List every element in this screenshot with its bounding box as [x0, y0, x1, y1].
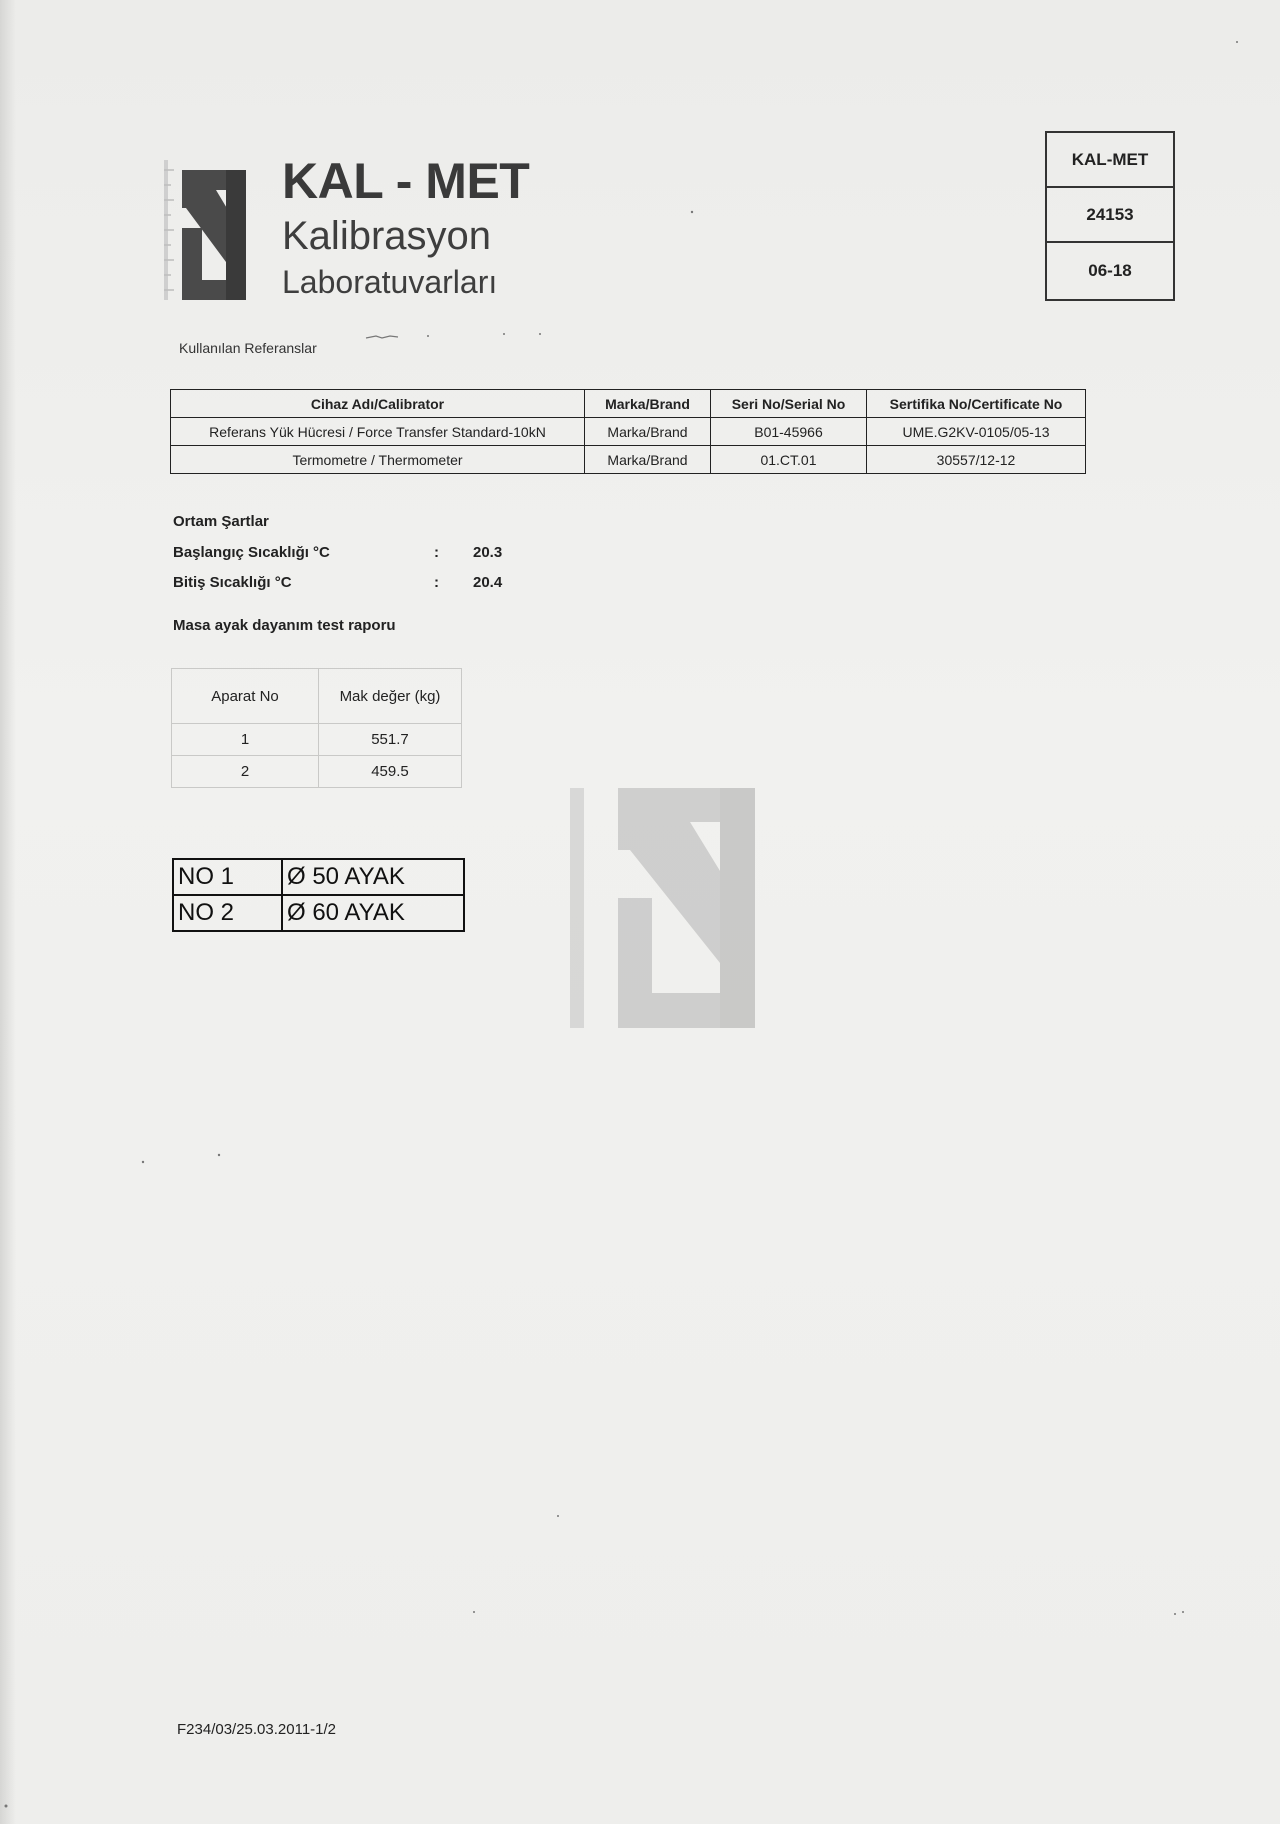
column-header: Marka/Brand — [585, 390, 711, 418]
table-cell: Ø 50 AYAK — [282, 859, 464, 895]
column-header: Mak değer (kg) — [319, 669, 462, 724]
table-cell: Marka/Brand — [585, 418, 711, 446]
column-header: Cihaz Adı/Calibrator — [171, 390, 585, 418]
table-cell: 459.5 — [319, 756, 462, 788]
logo-subtitle-2: Laboratuvarları — [282, 264, 498, 300]
end-temperature-separator: : — [434, 574, 439, 591]
column-header: Sertifika No/Certificate No — [867, 390, 1086, 418]
logo-title: KAL - MET — [282, 153, 530, 209]
stamp-name: KAL-MET — [1047, 133, 1173, 188]
start-temperature-value: 20.3 — [473, 544, 503, 561]
column-header: Seri No/Serial No — [711, 390, 867, 418]
table-cell: 30557/12-12 — [867, 446, 1086, 474]
start-temperature-separator: : — [434, 544, 439, 561]
logo-subtitle: Kalibrasyon — [282, 214, 492, 258]
table-cell: 1 — [172, 724, 319, 756]
stamp-number: 24153 — [1047, 188, 1173, 243]
table-cell: Marka/Brand — [585, 446, 711, 474]
table-cell: NO 2 — [173, 895, 282, 931]
table-cell: 01.CT.01 — [711, 446, 867, 474]
table-cell: Referans Yük Hücresi / Force Transfer Standard-10kN — [171, 418, 585, 446]
table-cell: Termometre / Thermometer — [171, 446, 585, 474]
table-cell: NO 1 — [173, 859, 282, 895]
table-cell: Ø 60 AYAK — [282, 895, 464, 931]
end-temperature-value: 20.4 — [473, 574, 503, 591]
table-cell: 551.7 — [319, 724, 462, 756]
references-heading: Kullanılan Referanslar — [179, 340, 317, 356]
column-header: Aparat No — [172, 669, 319, 724]
form-code: F234/03/25.03.2011-1/2 — [177, 1721, 337, 1738]
end-temperature-label: Bitiş Sıcaklığı °C — [173, 574, 292, 591]
conditions-heading: Ortam Şartlar — [173, 513, 269, 530]
table-cell: UME.G2KV-0105/05-13 — [867, 418, 1086, 446]
table-cell: B01-45966 — [711, 418, 867, 446]
start-temperature-label: Başlangıç Sıcaklığı °C — [173, 544, 330, 561]
stamp-code: 06-18 — [1088, 261, 1132, 280]
report-title: Masa ayak dayanım test raporu — [173, 617, 396, 634]
table-cell: 2 — [172, 756, 319, 788]
